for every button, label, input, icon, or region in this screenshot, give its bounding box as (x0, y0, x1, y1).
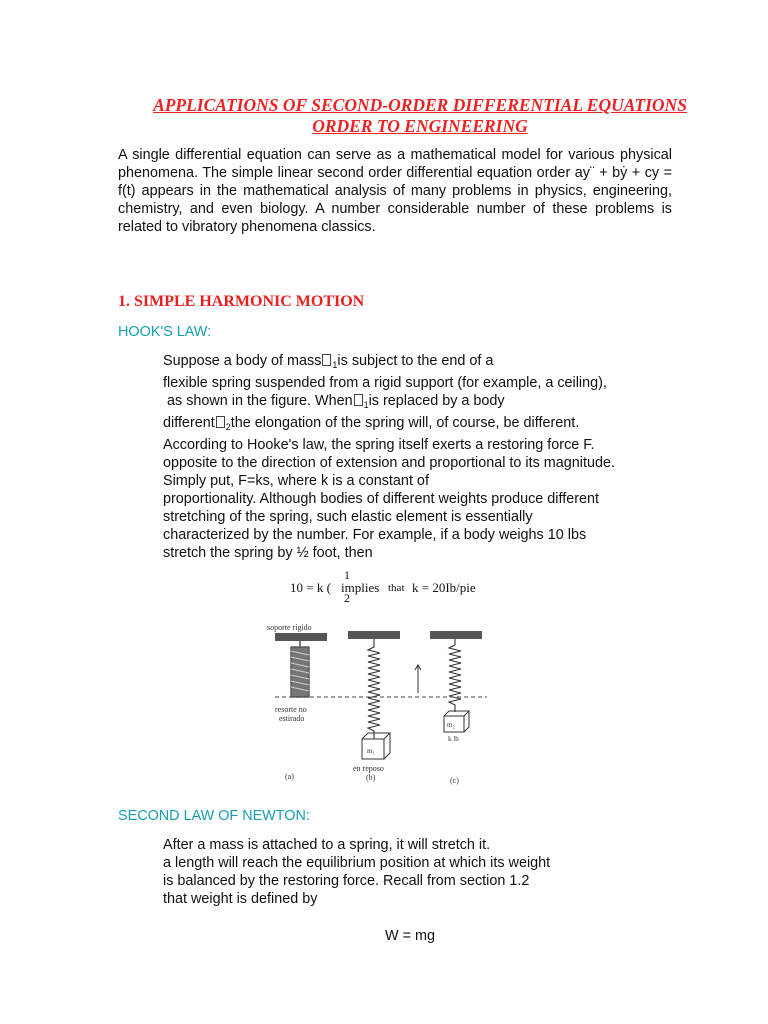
equation-right: k = 20Ib/pie (412, 580, 476, 595)
label-m1: m₁ (367, 747, 375, 755)
label-a: (a) (285, 772, 294, 781)
fraction-numerator: 1 (344, 568, 350, 582)
equation-weight: W = mg (385, 928, 435, 944)
title-line-2: ORDER TO ENGINEERING (312, 116, 528, 136)
spring-figure (255, 617, 505, 792)
missing-glyph-icon (216, 416, 225, 428)
hooks-line: flexible spring suspended from a rigid support (for example, a ceiling), (163, 375, 607, 391)
hooks-line: as shown in the figure. When $_1$is replaced by a body (167, 393, 505, 410)
hooks-line: characterized by the number. For example, if a body weighs 10 lbs (163, 527, 587, 543)
equation-that: that (388, 582, 405, 594)
ceiling-support-b (348, 631, 400, 639)
hooks-line: Suppose a body of mass $_1$is subject to the end of a (163, 353, 494, 370)
label-unstretched-1: resorte no (275, 705, 307, 714)
spring-c (449, 639, 461, 712)
missing-glyph-icon (322, 354, 331, 366)
ceiling-support-a (275, 633, 327, 641)
newton-paragraph (163, 836, 649, 908)
section-heading-simple-harmonic-motion: 1. SIMPLE HARMONIC MOTION (118, 293, 365, 310)
subheading-second-law-newton: SECOND LAW OF NEWTON: (118, 808, 310, 824)
spring-b (368, 639, 380, 739)
missing-glyph-icon (354, 394, 363, 406)
fraction-denominator: 2 (344, 591, 350, 605)
newton-line: is balanced by the restoring force. Recall from section 1.2 (163, 873, 530, 889)
label-c: (c) (450, 776, 459, 785)
label-rest: en reposo (353, 764, 384, 773)
hooks-line: stretching of the spring, such elastic element is essentially (163, 509, 533, 525)
hooks-line: Simply put, F=ks, where k is a constant of (163, 473, 429, 489)
subheading-hooks-law: HOOK'S LAW: (118, 324, 212, 340)
hooks-law-paragraph (163, 352, 649, 562)
label-m2: m₂ (447, 721, 455, 729)
mass-m2 (444, 711, 469, 732)
hooks-line: different $_2$the elongation of the spring will, of course, be different. (163, 415, 580, 432)
label-unstretched-2: estirado (279, 714, 305, 723)
hooks-line: stretch the spring by ½ foot, then (163, 545, 373, 561)
hooks-line: According to Hooke's law, the spring itself exerts a restoring force F. (163, 437, 595, 453)
mass-m1 (362, 733, 390, 759)
equation-left: 10 = k ( (290, 580, 331, 595)
label-support: soporte rígido (267, 623, 312, 632)
document-title (100, 95, 740, 137)
displacement-arrow (415, 665, 421, 693)
hooks-line: proportionality. Although bodies of different weights produce different (163, 491, 600, 507)
spring-a (291, 641, 309, 697)
label-b: (b) (366, 773, 376, 782)
label-k: k lb (448, 735, 459, 743)
newton-line: a length will reach the equilibrium position at which its weight (163, 855, 551, 871)
intro-paragraph: A single differential equation can serve as a mathematical model for various physical phenomena. The simple linear second order differential equation order ay¨ + bẏ + cy = f(t) appears in the mathematical analysis of many problems in physics, engineering, chemistry, and even biology. A number considerable number of these problems is related to vibratory phenomena classics. (118, 147, 672, 235)
newton-line: that weight is defined by (163, 891, 318, 907)
ceiling-support-c (430, 631, 482, 639)
hooks-line: opposite to the direction of extension and proportional to its magnitude. (163, 455, 615, 471)
title-line-1: APPLICATIONS OF SECOND-ORDER DIFFERENTIAL EQUATIONS (153, 95, 687, 115)
newton-line: After a mass is attached to a spring, it will stretch it. (163, 837, 491, 853)
equation-implies: implies (341, 580, 380, 595)
